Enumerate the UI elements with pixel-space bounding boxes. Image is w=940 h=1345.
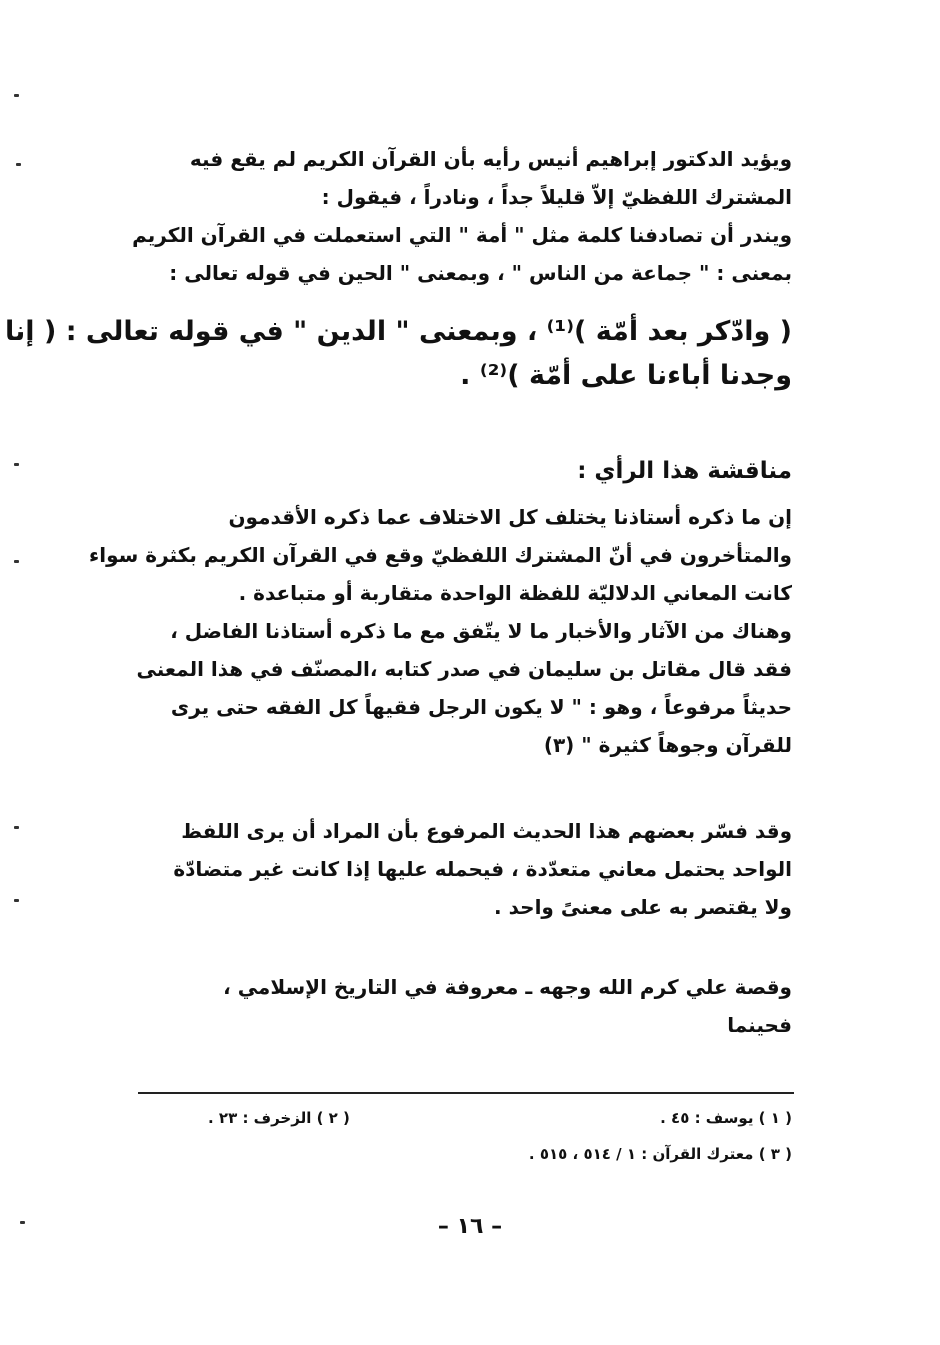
text-line: حديثاً مرفوعاً ، وهو : " لا يكون الرجل فقيهاً كل الفقه حتى يرى bbox=[170, 695, 792, 719]
paragraph-story bbox=[128, 968, 792, 1044]
text-line: للقرآن وجوهاً كثيرة " (٣) bbox=[543, 733, 792, 757]
margin-mark bbox=[16, 163, 21, 166]
quranic-verses bbox=[5, 310, 792, 398]
text-line: إن ما ذكره أستاذنا يختلف كل الاختلاف عما ذكره الأقدمون bbox=[228, 505, 792, 529]
footnote-3: ( ٣ ) معترك القرآن : ١ / ٥١٤ ، ٥١٥ . bbox=[528, 1145, 792, 1163]
text-line: وهناك من الآثار والأخبار ما لا يتّفق مع ما ذكره أستاذنا الفاضل ، bbox=[170, 619, 792, 643]
text-line: الواحد يحتمل معاني متعدّدة ، فيحمله عليها إذا كانت غير متضادّة bbox=[173, 857, 792, 881]
text-line: ويندر أن تصادفنا كلمة مثل " أمة " التي استعملت في القرآن الكريم bbox=[132, 223, 792, 247]
text-line: وقصة علي كرم الله وجهه ـ معروفة في التاريخ الإسلامي ، bbox=[223, 975, 792, 999]
text-line: فقد قال مقاتل بن سليمان في صدر كتابه ،المصنّف في هذا المعنى bbox=[136, 657, 792, 681]
margin-mark bbox=[14, 899, 19, 902]
paragraph-intro bbox=[128, 140, 792, 292]
text-line: والمتأخرون في أنّ المشترك اللفظيّ وقع في القرآن الكريم بكثرة سواء bbox=[89, 543, 792, 567]
text-line: المشترك اللفظيّ إلاّ قليلاً جداً ، ونادراً ، فيقول : bbox=[321, 185, 792, 209]
footnote-row-1 bbox=[128, 1106, 792, 1130]
text-line: وقد فسّر بعضهم هذا الحديث المرفوع بأن المراد أن يرى اللفظ bbox=[181, 819, 792, 843]
text-line: ( وادّكر بعد أمّة )⁽¹⁾ ، وبمعنى " الدين " في قوله تعالى : ( إنا bbox=[5, 316, 792, 347]
paragraph-interpretation bbox=[128, 812, 792, 926]
text-line: ولا يقتصر به على معنىً واحد . bbox=[494, 895, 792, 919]
text-line: وجدنا أباءنا على أمّة )⁽²⁾ . bbox=[460, 360, 792, 391]
footnote-1: ( ١ ) يوسف : ٤٥ . bbox=[660, 1109, 792, 1127]
margin-mark bbox=[14, 94, 19, 97]
page-number: – ١٦ – bbox=[437, 1214, 503, 1239]
text-line: بمعنى : " جماعة من الناس " ، وبمعنى " الحين في قوله تعالى : bbox=[169, 261, 792, 285]
margin-mark bbox=[14, 463, 19, 466]
footnote-separator bbox=[138, 1092, 794, 1094]
footnote-row-2 bbox=[128, 1142, 792, 1166]
text-line: كانت المعاني الدلاليّة للفظة الواحدة متقاربة أو متباعدة . bbox=[238, 581, 792, 605]
text-line: فحينما bbox=[727, 1013, 792, 1037]
text-line: ويؤيد الدكتور إبراهيم أنيس رأيه بأن القرآن الكريم لم يقع فيه bbox=[189, 147, 792, 171]
margin-mark bbox=[14, 560, 19, 563]
paragraph-discussion bbox=[89, 498, 792, 764]
margin-mark bbox=[14, 826, 19, 829]
footnote-2: ( ٢ ) الزخرف : ٢٣ . bbox=[208, 1109, 350, 1127]
section-heading: مناقشة هذا الرأي : bbox=[577, 458, 792, 484]
